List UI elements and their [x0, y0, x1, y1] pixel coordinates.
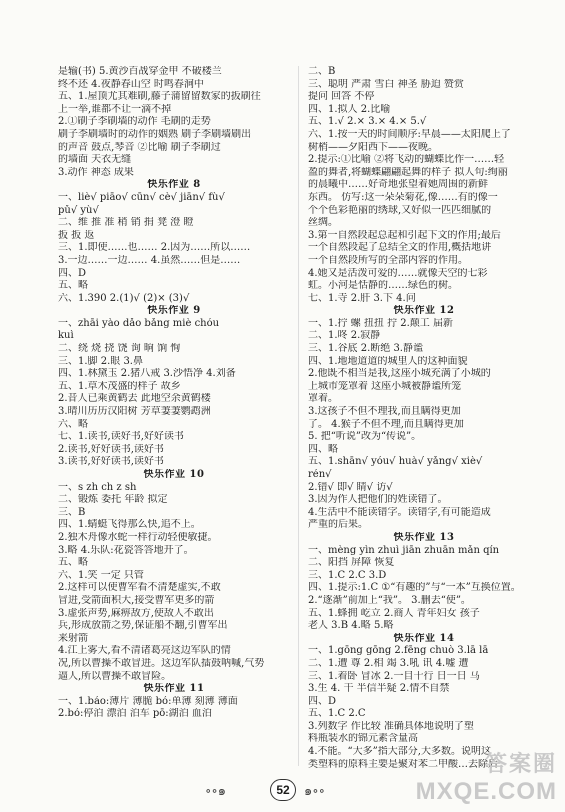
answer-line: 4.江上雾大,看不清诸葛亮这边军队的情	[58, 645, 231, 657]
answer-line: 冒进,受箭面积大,接受曹军更多的箭	[58, 594, 215, 606]
answer-line: 个个色彩艳丽的绣球,又好似一匹匹细腻的	[308, 204, 492, 216]
answer-line: 五、1.C 2.C	[308, 708, 366, 720]
answer-line: 四、D	[308, 695, 337, 707]
left-column	[58, 66, 290, 721]
answer-line: 三、聪明 严肃 雪白 神圣 胁迫 赞赏	[308, 78, 464, 90]
answer-line: 一、s zh ch z sh	[58, 481, 137, 493]
answer-line: kuì	[58, 330, 74, 342]
answer-line: 六、1.按一天的时间顺序:早晨——太阳爬上了	[308, 128, 511, 140]
answer-line: 一、1.拧 螺 扭扭 拧 2.颠工 届新	[308, 317, 453, 329]
answer-line: 二、1.遭 尊 2.相 竭 3.吼 讯 4.嘘 遭	[308, 657, 469, 669]
answer-line: 3.读书,好好读书,读好书	[58, 456, 164, 468]
answer-line: 3.因为作人把他们的姓读错了。	[308, 494, 448, 506]
answer-line: 一、mèng yìn zhuì jiān zhuān mǎn qín	[308, 544, 500, 556]
answer-line: 二、维 推 准 稍 销 捐 凳 澄 瞪	[58, 217, 194, 229]
answer-line: 3.虚张声势,麻痹敌方,使敌人不敢出	[58, 607, 214, 619]
section-heading: 快乐作业 14	[393, 632, 455, 644]
answer-line: 一、zhāi yào dǎo bǎng miè chóu	[58, 317, 220, 329]
answer-line: 五、1.√ 2.× 3.× 4.× 5.√	[308, 116, 427, 128]
answer-line: 3.列数字 作比较 准确具体地说明了塑	[308, 720, 474, 732]
answer-line: 2.bó:停泊 漂泊 泊车 pō:湖泊 血泊	[58, 708, 212, 720]
answer-line: 三、1.谷底 2.断绝 3.静谧	[308, 343, 423, 355]
answer-line: 七、1.寺 2.肝 3.下 4.问	[308, 292, 416, 304]
answer-line: 东西。 仿写:这一朵朵菊花,像……有的像一	[308, 191, 498, 203]
answer-line: 来射箭	[58, 632, 88, 644]
answer-line: 二、1.咚 2.寂静	[308, 330, 381, 342]
answer-line: 是输(书) 5.黄沙百战穿金甲 不破楼兰	[58, 66, 222, 77]
answer-line: 五、1.shān√ yóu√ huà√ yǎng√ xiè√	[308, 456, 483, 468]
answer-line: 四、1.提示:1.C ①“有趣的”与“一本”互换位置。	[308, 582, 521, 594]
answer-line: 终不还 4.夜静春山空 时鸣春涧中	[58, 78, 204, 90]
answer-line: 3.动作 神态 成果	[58, 166, 134, 178]
answer-line: 的声音 鼓点,琴音 ②比喻 刷子李刷过	[58, 141, 221, 153]
answer-line: pǔ√ yù√	[58, 204, 99, 216]
section-heading: 快乐作业 12	[393, 305, 455, 317]
answer-line: 兵,形成放箭之势,保证船不翻,引曹军出	[58, 620, 228, 632]
answer-line: 虹。小河是恬静的……绿色的树。	[308, 280, 458, 292]
answer-line: 料瓶装水的锦元素含量高	[308, 733, 418, 745]
answer-line: 逼人,所以曹操不敢冒险。	[58, 670, 172, 682]
answer-line: 三、1.C 2.C 3.D	[308, 569, 387, 581]
footer-ornament-left: ∘∘๑	[205, 784, 226, 799]
answer-line: 四、略	[308, 443, 338, 455]
answer-line: 四、D	[58, 267, 87, 279]
answer-line: 树梢——夕阳西下——夜晚。	[308, 141, 438, 153]
answer-line: 3.略 4.乐队:花瓷答答地开了。	[58, 544, 194, 556]
watermark-logo: 答案圈 MXQE.COM	[415, 751, 557, 805]
answer-line: 了。 4.猴子不但不理,而且瞒得更加	[308, 418, 464, 430]
answer-line: 严重的后果。	[308, 519, 368, 531]
section-heading: 快乐作业 8	[147, 179, 201, 191]
answer-line: 2.①刷子李刷墙的动作 毛刷的走势	[58, 116, 211, 128]
answer-line: 况,所以曹操不敢冒进。这边军队擂鼓呐喊,气势	[58, 657, 265, 669]
answer-line: 四、1.林黛玉 2.猪八戒 3.沙悟净 4.刘备	[58, 368, 236, 380]
answer-line: 老人 3.B 4.略 5.略	[308, 620, 394, 632]
answer-line: 2.错√ 即√ 睛√ 访√	[308, 481, 393, 493]
answer-line: 五、1.草木茂盛的样子 故乡	[58, 380, 181, 392]
answer-line: 提问 回答 不停	[308, 91, 375, 103]
answer-line: 六、1.390 2.(1)√ (2)× (3)√	[58, 292, 190, 304]
answer-line: 的墙面 天衣无缝	[58, 154, 132, 166]
answer-line: 一、1.báo:薄片 薄脆 bó:单薄 刻薄 薄面	[58, 695, 238, 707]
answer-line: 3.一边……一边…… 4.虽然……但是……	[58, 254, 241, 266]
answer-line: 4.不能。“大多”指大部分,大多数。说明这	[308, 746, 491, 758]
answer-line: 三、1.即使……也…… 2.因为……所以……	[58, 242, 251, 254]
answer-line: 一、liè√ piāo√ cūn√ cè√ jiān√ fù√	[58, 191, 225, 203]
answer-line: 2.读书,好好读书,读好书	[58, 443, 164, 455]
answer-line: 3.这孩子不但不理我,而且瞒得更加	[308, 406, 461, 418]
page-number: 52	[270, 779, 296, 801]
answer-line: 丝绸。	[308, 217, 338, 229]
answer-line: 2.独木舟像水蛇一样行动轻便敏捷。	[58, 531, 218, 543]
answer-line: 2.这样可以使曹军看不清楚虚实,不敢	[58, 582, 221, 594]
answer-line: rén√	[308, 469, 332, 480]
answer-line: 罩着。	[308, 393, 338, 405]
answer-line: 二、B	[308, 66, 336, 77]
column-divider	[298, 66, 299, 766]
answer-line: 上一举,谁都不让一滴不掉	[58, 103, 172, 115]
answer-line: 一个自然段所写的全部内容的作用。	[308, 254, 468, 266]
answer-line: 五、略	[58, 280, 88, 292]
answer-line: 六、略	[58, 418, 88, 430]
section-heading: 快乐作业 13	[393, 531, 455, 543]
answer-line: 一、1.gōng gōng 2.fēng chuò 3.lā lā	[308, 645, 489, 657]
answer-line: 三、1.脚 2.眼 3.鼻	[58, 355, 143, 367]
answer-line: 扳 扳 返	[58, 229, 95, 241]
answer-line: 类塑料的原料主要是聚对苯二甲酸…去除后	[308, 758, 498, 770]
right-column	[308, 66, 540, 771]
answer-line: 五、1.屋顶尤其难刷,藤子蒲留留数家的扳刷往	[58, 91, 261, 103]
answer-line: 四、1.蜻蜓飞得那么快,追不上。	[58, 519, 201, 531]
answer-line: 五、1.蜂拥 屹立 2.商人 青年妇女 孩子	[308, 607, 480, 619]
answer-line: 盈的舞者,将蝴蝶翩翩起舞的样子 拟人句:绚丽	[308, 166, 508, 178]
answer-line: 5. 把“听说”改为“传说”。	[308, 431, 422, 443]
answer-line: 3.第一自然段起总起和引起下文的作用;最后	[308, 229, 501, 241]
section-heading: 快乐作业 9	[147, 305, 201, 317]
answer-line: 六、1.笑 一定 只管	[58, 569, 144, 581]
answer-line: 五、略	[58, 557, 88, 569]
answer-line: 二、绕 烧 挠 饶 询 晌 饷 恂	[58, 343, 181, 355]
answer-line: 4.她又是活泼可爱的……就像天空的七彩	[308, 267, 488, 279]
answer-line: 的晨曦中……好奇地张望着她周围的新鲜	[308, 179, 488, 191]
answer-line: 一个自然段起了总结全文的作用,概括地讲	[308, 242, 492, 254]
answer-line: 四、1.地地道道的城里人的这种面貌	[308, 355, 468, 367]
answer-line: 三、B	[58, 506, 86, 518]
answer-line: 2.“逐渐”前加上“我”。 3.删去“使”。	[308, 594, 471, 606]
answer-line: 上城市笼罩着 这座小城被静谧所笼	[308, 380, 462, 392]
section-heading: 快乐作业 11	[143, 683, 205, 695]
answer-line: 2.提示:①比喻 ②将飞动的蝴蝶比作一……轻	[308, 154, 505, 166]
footer-ornament-right: ๑∘∘	[304, 784, 325, 799]
answer-line: 二、阳挡 屏障 恢复	[308, 557, 395, 569]
answer-line: 二、锻炼 委托 年龄 拟定	[58, 494, 168, 506]
answer-line: 4.生活中不能读错字。读错字,有可能造成	[308, 506, 491, 518]
section-heading: 快乐作业 10	[143, 469, 205, 480]
answer-line: 3.晴川历历汉阳树 芳草萋萋鹦鹉洲	[58, 406, 211, 418]
answer-line: 2.他既不相当是我,这座小城充满了小城的	[308, 368, 491, 380]
answer-line: 三、1.着卧 冒冰 2.一目十行 日一日 马	[308, 670, 480, 682]
answer-line: 刷子李刷墙时的动作的姻熟 刷子李刷墙刷出	[58, 128, 252, 140]
answer-line: 四、1.拟人 2.比喻	[308, 103, 391, 115]
answer-line: 七、1.读书,读好书,好好读书	[58, 431, 184, 443]
answer-line: 3.生 4. 干 半信半疑 2.情不自禁	[308, 683, 450, 695]
answer-line: 2.昔人已乘黄鹤去 此地空余黄鹤楼	[58, 393, 211, 405]
